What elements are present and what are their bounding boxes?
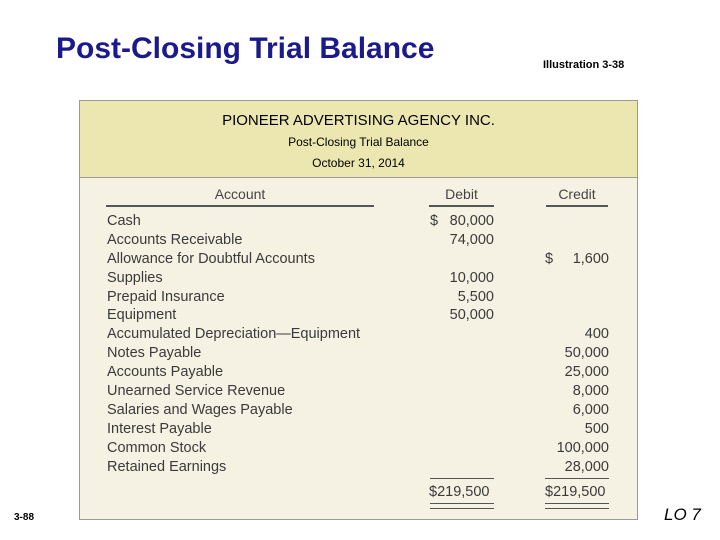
account-name: Prepaid Insurance	[107, 288, 225, 305]
learning-objective: LO 7	[664, 505, 701, 524]
credit-amount: 100,000	[556, 439, 609, 456]
account-rows	[80, 212, 637, 476]
credit-amount: 8,000	[572, 383, 609, 400]
account-name: Allowance for Doubtful Accounts	[107, 250, 315, 267]
debit-total-double-rule	[430, 503, 494, 509]
account-name: Supplies	[107, 269, 163, 286]
slide-number: 3-88	[14, 512, 35, 523]
slide-title: Post-Closing Trial Balance	[56, 32, 435, 65]
account-name: Common Stock	[107, 439, 207, 456]
credit-subtotal-rule	[545, 478, 609, 479]
account-name: Retained Earnings	[107, 458, 227, 475]
account-name: Notes Payable	[107, 345, 202, 362]
table-row	[80, 306, 637, 325]
table-row	[80, 344, 637, 363]
credit-amount: 6,000	[572, 401, 609, 418]
debit-total: $219,500	[429, 484, 490, 500]
debit-amount: 50,000	[449, 307, 494, 324]
credit-total: $219,500	[545, 484, 606, 500]
account-name: Accounts Payable	[107, 364, 224, 381]
account-name: Accounts Receivable	[107, 231, 243, 248]
credit-amount: 50,000	[564, 345, 609, 362]
credit-total-double-rule	[545, 503, 609, 509]
debit-amount: 80,000	[449, 213, 494, 229]
company-name: PIONEER ADVERTISING AGENCY INC.	[222, 112, 495, 129]
table-row	[80, 458, 637, 477]
column-header-account: Account	[106, 186, 374, 207]
debit-currency-sign: $	[430, 213, 439, 229]
account-name: Cash	[107, 213, 141, 229]
statement-header	[80, 101, 637, 178]
credit-amount: 25,000	[564, 364, 609, 381]
trial-balance-panel	[79, 100, 638, 520]
credit-currency-sign: $	[545, 250, 554, 267]
credit-amount: 28,000	[564, 458, 609, 475]
debit-amount: 5,500	[457, 288, 494, 305]
table-row	[80, 212, 637, 231]
table-row	[80, 363, 637, 382]
credit-amount: 500	[584, 420, 609, 437]
statement-date: October 31, 2014	[312, 156, 405, 170]
table-row	[80, 325, 637, 344]
illustration-label: Illustration 3-38	[543, 59, 625, 71]
table-row	[80, 250, 637, 269]
debit-subtotal-rule	[430, 478, 494, 479]
table-row	[80, 401, 637, 420]
account-name: Equipment	[107, 307, 177, 324]
table-row	[80, 420, 637, 439]
debit-amount: 74,000	[449, 231, 494, 248]
table-row	[80, 269, 637, 288]
account-name: Salaries and Wages Payable	[107, 401, 293, 418]
account-name: Accumulated Depreciation—Equipment	[107, 326, 361, 343]
statement-title: Post-Closing Trial Balance	[288, 135, 429, 149]
column-header-debit: Debit	[429, 186, 494, 207]
table-row	[80, 231, 637, 250]
table-row	[80, 439, 637, 458]
column-header-credit: Credit	[546, 186, 608, 207]
account-name: Unearned Service Revenue	[107, 383, 286, 400]
account-name: Interest Payable	[107, 420, 212, 437]
debit-amount: 10,000	[449, 269, 494, 286]
credit-amount: 400	[584, 326, 609, 343]
table-row	[80, 288, 637, 307]
credit-amount: 1,600	[572, 250, 609, 267]
table-row	[80, 382, 637, 401]
